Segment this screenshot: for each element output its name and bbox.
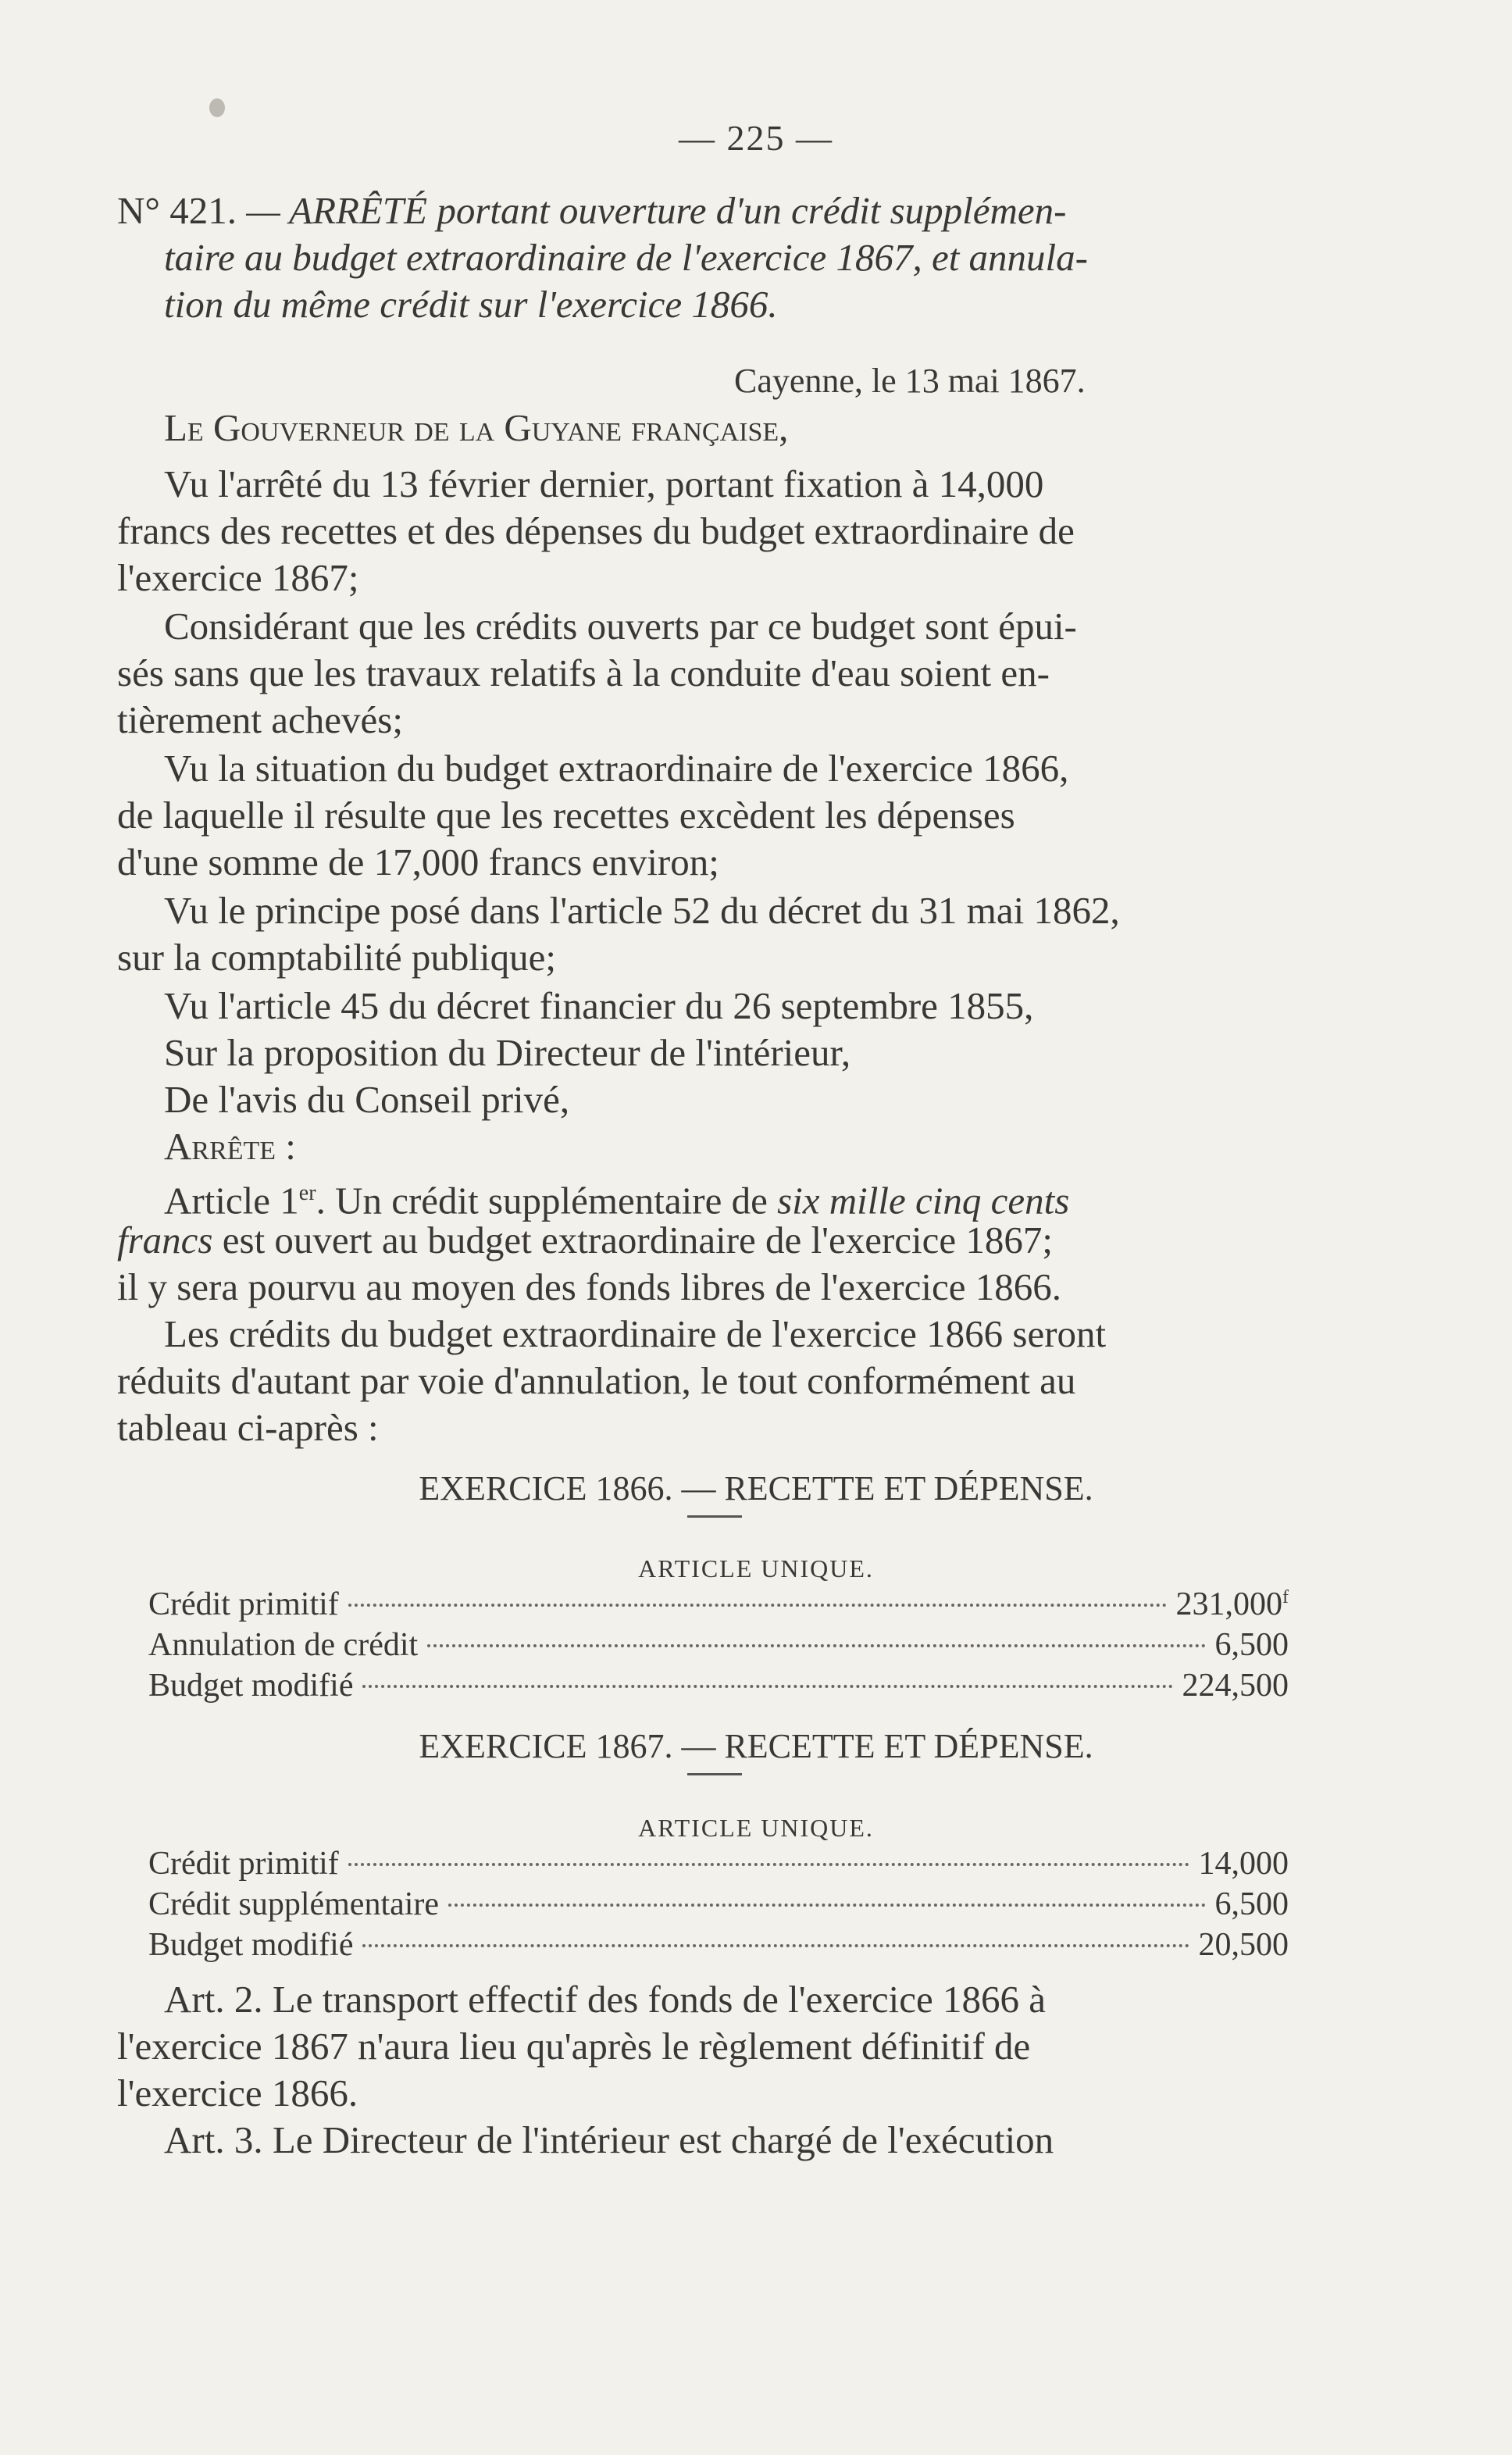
- row-label: Annulation de crédit: [148, 1627, 419, 1663]
- act-title-1: — ARRÊTÉ portant ouverture d'un crédit supplémen-: [246, 189, 1067, 232]
- art1-text: . Un crédit supplémentaire de: [316, 1179, 778, 1222]
- act-title-2: taire au budget extraordinaire de l'exercice 1867, et annula-: [164, 236, 1088, 279]
- article-1-line-3: il y sera pourvu au moyen des fonds libres de l'exercice 1866.: [117, 1265, 1061, 1308]
- row-value: 14,000: [1198, 1846, 1289, 1882]
- article-1-line-1: [164, 1170, 1309, 1224]
- table1-row: [148, 1626, 1289, 1664]
- art1-label: Article 1: [164, 1179, 299, 1222]
- dot-leader: [362, 1685, 1172, 1688]
- table1-row: [148, 1586, 1289, 1623]
- para-cons-3: tièrement achevés;: [117, 698, 403, 741]
- act-title-3: tion du même crédit sur l'exercice 1866.: [164, 283, 778, 326]
- dot-leader: [348, 1604, 1167, 1607]
- dot-leader: [448, 1904, 1205, 1907]
- dot-leader: [362, 1944, 1189, 1947]
- article-1-line-2: [117, 1217, 1309, 1264]
- table1-title: EXERCICE 1866. — RECETTE ET DÉPENSE.: [419, 1469, 1093, 1508]
- para-cons-2: sés sans que les travaux relatifs à la conduite d'eau soient en-: [117, 651, 1050, 694]
- para-les-2: réduits d'autant par voie d'annulation, le tout conformément au: [117, 1359, 1076, 1402]
- row-value: 6,500: [1214, 1886, 1289, 1922]
- table1-rule: [687, 1515, 742, 1518]
- para-vu1-3: l'exercice 1867;: [117, 556, 359, 599]
- para-cons-1: Considérant que les crédits ouverts par ce budget sont épui-: [164, 605, 1077, 648]
- row-label: Crédit supplémentaire: [148, 1886, 440, 1922]
- dot-leader: [348, 1863, 1189, 1866]
- row-label: Budget modifié: [148, 1668, 354, 1704]
- art1-sup: er: [298, 1181, 316, 1205]
- para-vu4: Vu l'article 45 du décret financier du 26 septembre 1855,: [164, 984, 1034, 1027]
- table2-title: EXERCICE 1867. — RECETTE ET DÉPENSE.: [419, 1727, 1093, 1765]
- art1-amount-words: six mille cinq cents: [777, 1179, 1070, 1222]
- header-line-1: [117, 187, 1309, 234]
- row-label: Crédit primitif: [148, 1846, 339, 1882]
- para-avis: De l'avis du Conseil privé,: [164, 1078, 570, 1121]
- para-vu1-2: francs des recettes et des dépenses du budget extraordinaire de: [117, 509, 1075, 552]
- para-vu1-1: Vu l'arrêté du 13 février dernier, portant fixation à 14,000: [164, 462, 1044, 505]
- para-vu2-1: Vu la situation du budget extraordinaire de l'exercice 1866,: [164, 747, 1069, 790]
- row-value: 20,500: [1198, 1927, 1289, 1963]
- article-2-line-3: l'exercice 1866.: [117, 2071, 358, 2114]
- act-number: N° 421.: [117, 189, 237, 232]
- table2-rule: [687, 1773, 742, 1775]
- ink-spot: [209, 98, 225, 117]
- article-2-line-1: Art. 2. Le transport effectif des fonds de l'exercice 1866 à: [164, 1978, 1047, 2021]
- para-vu2-2: de laquelle il résulte que les recettes excèdent les dépenses: [117, 794, 1015, 837]
- article-3-line-1: Art. 3. Le Directeur de l'intérieur est chargé de l'exécution: [164, 2118, 1054, 2161]
- para-sur: Sur la proposition du Directeur de l'intérieur,: [164, 1031, 851, 1074]
- row-label: Crédit primitif: [148, 1586, 339, 1622]
- page-number: — 225 —: [679, 118, 833, 158]
- table2-row: [148, 1926, 1289, 1964]
- para-les-3: tableau ci-après :: [117, 1406, 379, 1449]
- table2-subtitle: ARTICLE UNIQUE.: [638, 1814, 874, 1842]
- para-vu3-2: sur la comptabilité publique;: [117, 936, 557, 979]
- place-date: Cayenne, le 13 mai 1867.: [734, 362, 1086, 400]
- row-value: 231,000$^f$: [1175, 1586, 1289, 1622]
- row-label: Budget modifié: [148, 1927, 354, 1963]
- art1-francs: francs: [117, 1219, 213, 1261]
- para-vu2-3: d'une somme de 17,000 francs environ;: [117, 840, 719, 883]
- art1-text-2: est ouvert au budget extraordinaire de l'exercice 1867;: [212, 1219, 1053, 1261]
- table1-row: [148, 1667, 1289, 1704]
- para-les-1: Les crédits du budget extraordinaire de l'exercice 1866 seront: [164, 1312, 1107, 1355]
- para-arrete: Arrête :: [164, 1125, 296, 1168]
- table1-subtitle: ARTICLE UNIQUE.: [638, 1554, 874, 1583]
- table2-row: [148, 1886, 1289, 1923]
- para-vu3-1: Vu le principe posé dans l'article 52 du décret du 31 mai 1862,: [164, 889, 1120, 932]
- table2-row: [148, 1845, 1289, 1882]
- article-2-line-2: l'exercice 1867 n'aura lieu qu'après le règlement définitif de: [117, 2025, 1031, 2068]
- governor-line: Le Gouverneur de la Guyane française,: [164, 406, 789, 449]
- row-value: 6,500: [1214, 1627, 1289, 1663]
- dot-leader: [427, 1644, 1205, 1647]
- row-value: 224,500: [1182, 1668, 1289, 1704]
